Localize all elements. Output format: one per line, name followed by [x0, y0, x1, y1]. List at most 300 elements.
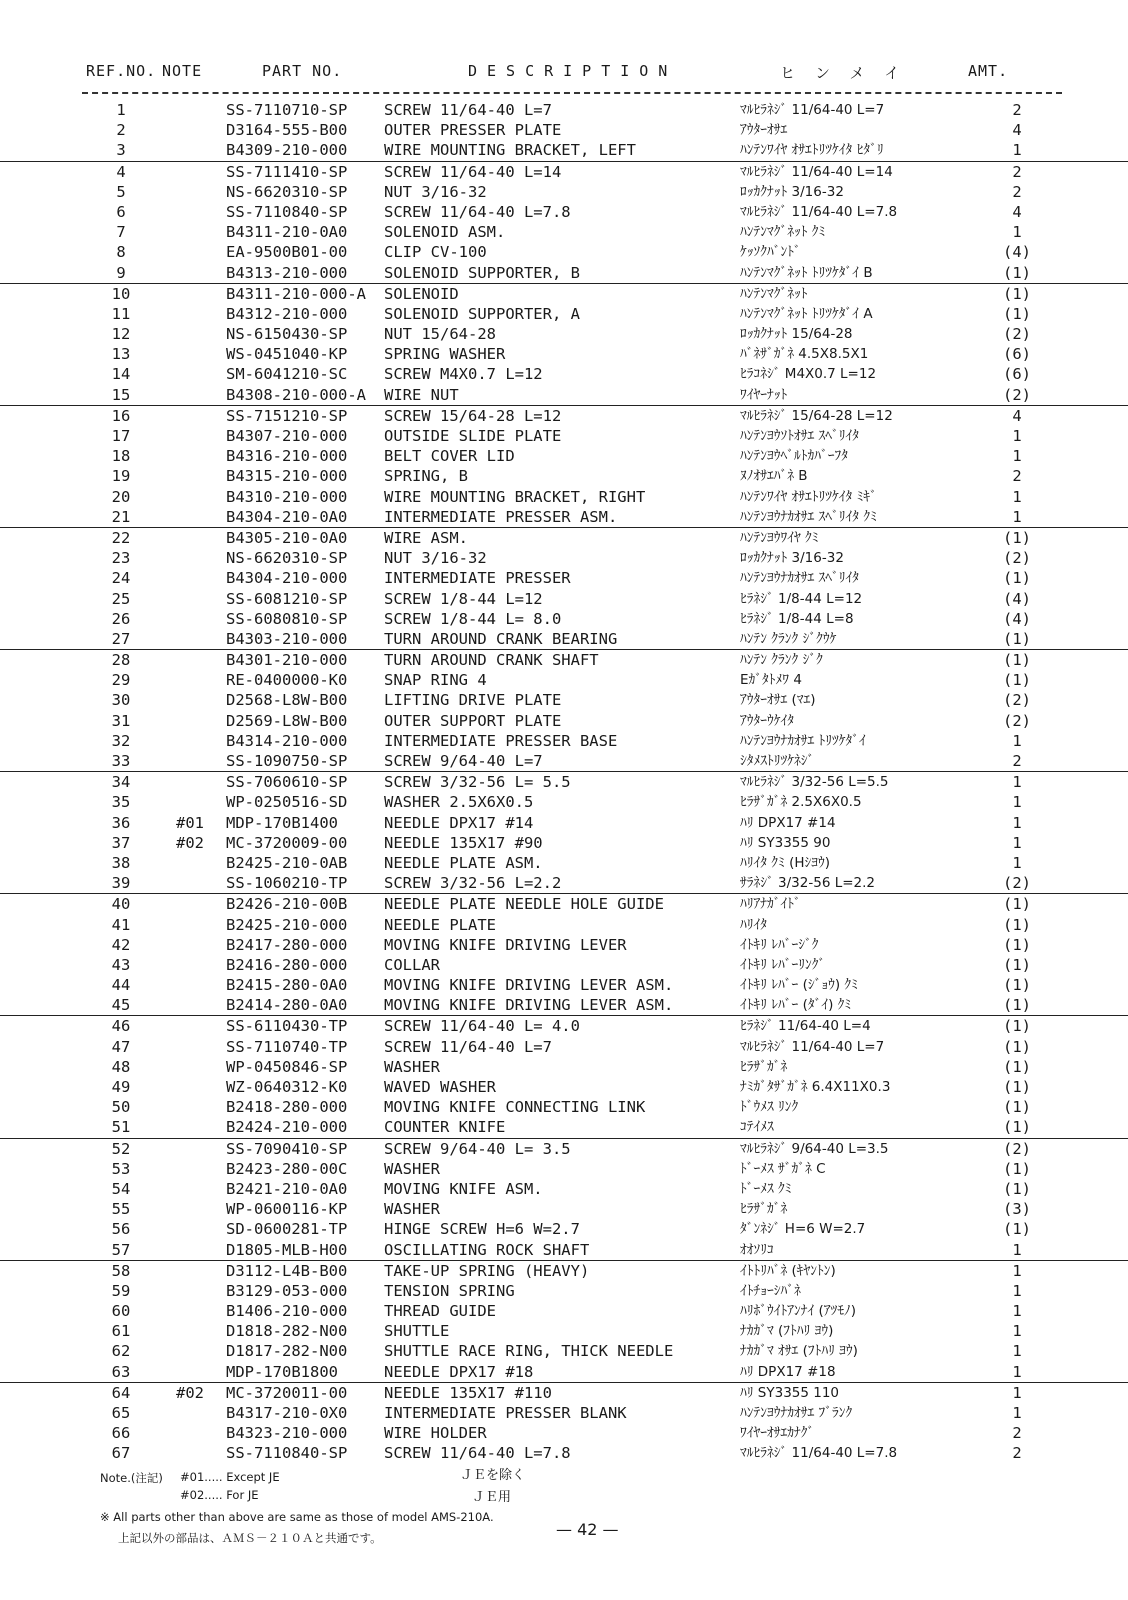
ref-no-cell: 4: [116, 162, 126, 181]
ref-no-cell: 11: [111, 304, 131, 323]
hinmei-cell: ﾊﾝﾃﾝﾏｸﾞﾈｯﾄ ﾄﾘﾂｹﾀﾞｲ A: [740, 305, 873, 322]
ref-no-cell: 7: [116, 223, 126, 242]
ref-no-cell: 17: [111, 427, 131, 445]
part-no-cell: B4301-210-000: [226, 651, 348, 670]
part-no-cell: B2423-280-00C: [226, 1159, 348, 1178]
ref-no-cell: 33: [111, 752, 131, 770]
ref-no-cell: 38: [111, 853, 131, 872]
part-no-cell: SS-7060610-SP: [226, 773, 348, 792]
hinmei-cell: ｲﾄﾁｮｰｼﾊﾞﾈ: [740, 1282, 801, 1299]
ref-no-cell: 56: [111, 1220, 131, 1239]
ref-no-cell: 19: [111, 467, 131, 486]
page-number: — 42 —: [556, 1520, 619, 1539]
amount-cell: (4): [1003, 243, 1031, 262]
description-cell: MOVING KNIFE CONNECTING LINK: [384, 1098, 646, 1117]
hinmei-cell: ｻﾗﾈｼﾞ 3/32-56 L=2.2: [740, 875, 875, 892]
ref-no-cell: 6: [116, 202, 126, 221]
hinmei-cell: ｲﾄｷﾘ ﾚﾊﾞｰｼﾞｸ: [740, 936, 819, 953]
hinmei-cell: ｲﾄｷﾘ ﾚﾊﾞｰﾘﾝｸﾞ: [740, 956, 826, 973]
description-cell: NUT 3/16-32: [384, 182, 487, 201]
table-row: [0, 1383, 1128, 1403]
part-no-cell: SS-6110430-TP: [226, 1017, 348, 1036]
hinmei-cell: ﾅｶｶﾞﾏ (ﾌﾄﾊﾘ ﾖｳ): [740, 1323, 834, 1340]
amount-cell: (2): [1003, 1139, 1031, 1158]
ref-no-cell: 67: [111, 1444, 131, 1463]
part-no-cell: B2418-280-000: [226, 1098, 348, 1117]
ref-no-cell: 55: [111, 1200, 131, 1219]
table-row: [0, 629, 1128, 650]
table-row: [0, 711, 1128, 731]
hinmei-cell: ﾊﾝﾃﾝﾖｳｿﾄｵｻｴ ｽﾍﾞﾘｲﾀ: [740, 428, 860, 444]
description-cell: COUNTER KNIFE: [384, 1118, 506, 1137]
ref-no-cell: 23: [111, 549, 131, 568]
ref-no-cell: 54: [111, 1179, 131, 1198]
hinmei-cell: ｺﾃｲﾒｽ: [740, 1119, 774, 1136]
note-01: #01..... Except JE: [180, 1470, 280, 1484]
part-no-cell: MDP-170B1400: [226, 813, 338, 832]
ref-no-cell: 18: [111, 447, 131, 466]
table-row: [0, 833, 1128, 853]
ref-no-cell: 41: [111, 915, 131, 934]
table-row: [0, 853, 1128, 873]
table-row: [0, 528, 1128, 548]
hinmei-cell: ﾊﾝﾃﾝ ｸﾗﾝｸ ｼﾞｸｳｹ: [740, 630, 837, 647]
description-cell: SCREW 9/64-40 L= 3.5: [384, 1139, 571, 1158]
description-cell: SCREW 15/64-28 L=12: [384, 406, 562, 425]
part-no-cell: RE-0400000-K0: [226, 671, 348, 690]
description-cell: SCREW 11/64-40 L=7.8: [384, 1444, 571, 1463]
description-cell: WAVED WASHER: [384, 1078, 496, 1096]
header-description: DESCRIPTION: [468, 62, 678, 80]
ref-no-cell: 32: [111, 731, 131, 750]
part-no-cell: NS-6620310-SP: [226, 182, 348, 201]
table-row: [0, 772, 1128, 792]
part-no-cell: B2424-210-000: [226, 1118, 348, 1137]
part-no-cell: EA-9500B01-00: [226, 243, 348, 262]
table-row: [0, 792, 1128, 812]
amount-cell: 1: [1012, 1383, 1022, 1402]
amount-cell: 1: [1012, 813, 1022, 832]
part-no-cell: B2416-280-000: [226, 955, 348, 974]
table-row: [0, 1077, 1128, 1097]
description-cell: NEEDLE PLATE: [384, 915, 496, 934]
table-row: [0, 202, 1128, 222]
hinmei-cell: ﾊﾘ DPX17 #14: [740, 814, 836, 831]
ref-no-cell: 40: [111, 895, 131, 914]
description-cell: WASHER: [384, 1200, 440, 1219]
part-no-cell: B4309-210-000: [226, 141, 348, 160]
hinmei-cell: ﾋﾗﾈｼﾞ 1/8-44 L=12: [740, 590, 863, 607]
description-cell: NEEDLE 135X17 #90: [384, 833, 543, 852]
ref-no-cell: 30: [111, 691, 131, 710]
header-hinmei: ヒンメイ: [780, 64, 920, 82]
table-row: [0, 1016, 1128, 1036]
part-no-cell: B4311-210-000-A: [226, 284, 366, 303]
part-no-cell: SS-7110840-SP: [226, 1444, 348, 1463]
hinmei-cell: ﾛｯｶｸﾅｯﾄ 3/16-32: [740, 550, 844, 567]
amount-cell: (1): [1003, 1037, 1031, 1056]
amount-cell: (1): [1003, 629, 1031, 648]
part-no-cell: SS-7110840-SP: [226, 202, 348, 221]
hinmei-cell: ﾊﾝﾃﾝﾏｸﾞﾈｯﾄ ｸﾐ: [740, 224, 826, 241]
table-row: [0, 1139, 1128, 1159]
table-row: [0, 568, 1128, 588]
parts-table: [0, 100, 1128, 1464]
description-cell: SCREW 11/64-40 L=7: [384, 1037, 552, 1056]
amount-cell: 4: [1012, 406, 1022, 425]
hinmei-cell: ﾊﾘ DPX17 #18: [740, 1363, 836, 1380]
ref-no-cell: 1: [116, 101, 126, 119]
part-no-cell: SD-0600281-TP: [226, 1220, 348, 1239]
ref-no-cell: 10: [111, 284, 131, 303]
hinmei-cell: ﾛｯｶｸﾅｯﾄ 3/16-32: [740, 183, 844, 200]
table-row: [0, 1179, 1128, 1199]
amount-cell: 2: [1012, 1424, 1022, 1443]
hinmei-cell: ﾋﾗｻﾞｶﾞﾈ 2.5X6X0.5: [740, 794, 862, 811]
part-no-cell: SS-6081210-SP: [226, 589, 348, 608]
part-no-cell: WZ-0640312-K0: [226, 1078, 348, 1096]
hinmei-cell: ﾜｲﾔｰｵｻｴｶﾅｸﾞ: [740, 1425, 815, 1442]
table-row: [0, 1423, 1128, 1443]
amount-cell: 4: [1012, 121, 1022, 140]
part-no-cell: SM-6041210-SC: [226, 365, 348, 384]
ref-no-cell: 50: [111, 1098, 131, 1117]
table-row: [0, 1362, 1128, 1383]
part-no-cell: SS-7111410-SP: [226, 162, 348, 181]
note-all-parts-jp: 上記以外の部品は、ＡＭＳ－２１０Ａと共通です。: [118, 1531, 382, 1545]
description-cell: TENSION SPRING: [384, 1281, 515, 1300]
hinmei-cell: ﾋﾗﾈｼﾞ 1/8-44 L=8: [740, 610, 854, 627]
note-cell: #01: [176, 813, 204, 832]
description-cell: SPRING, B: [384, 467, 468, 486]
note-cell: #02: [176, 1383, 204, 1402]
description-cell: OUTER PRESSER PLATE: [384, 121, 562, 140]
ref-no-cell: 22: [111, 528, 131, 547]
ref-no-cell: 64: [111, 1383, 131, 1402]
description-cell: WIRE HOLDER: [384, 1424, 487, 1443]
description-cell: SCREW 3/32-56 L= 5.5: [384, 773, 571, 792]
description-cell: INTERMEDIATE PRESSER BASE: [384, 731, 618, 750]
amount-cell: (1): [1003, 895, 1031, 914]
part-no-cell: D2568-L8W-B00: [226, 691, 348, 710]
hinmei-cell: ｱｳﾀｰｵｻｴ: [740, 122, 788, 139]
header-note: NOTE: [162, 62, 203, 80]
amount-cell: 1: [1012, 1322, 1022, 1341]
table-row: [0, 182, 1128, 202]
amount-cell: 1: [1012, 1261, 1022, 1280]
ref-no-cell: 3: [116, 141, 126, 160]
part-no-cell: SS-7110710-SP: [226, 101, 348, 119]
amount-cell: 2: [1012, 1444, 1022, 1463]
table-row: [0, 364, 1128, 384]
table-row: [0, 304, 1128, 324]
table-row: [0, 284, 1128, 304]
description-cell: WASHER 2.5X6X0.5: [384, 793, 534, 812]
part-no-cell: SS-1060210-TP: [226, 874, 348, 893]
description-cell: SPRING WASHER: [384, 345, 506, 364]
table-row: [0, 894, 1128, 914]
table-row: [0, 751, 1128, 772]
amount-cell: (6): [1003, 345, 1031, 364]
amount-cell: (4): [1003, 589, 1031, 608]
hinmei-cell: ﾏﾙﾋﾗﾈｼﾞ 3/32-56 L=5.5: [740, 774, 889, 791]
part-no-cell: B2425-210-000: [226, 915, 348, 934]
part-no-cell: D1805-MLB-H00: [226, 1240, 348, 1259]
amount-cell: (1): [1003, 915, 1031, 934]
description-cell: TAKE-UP SPRING (HEAVY): [384, 1261, 590, 1280]
hinmei-cell: ﾏﾙﾋﾗﾈｼﾞ 11/64-40 L=7.8: [740, 1445, 898, 1462]
part-no-cell: B4311-210-0A0: [226, 223, 348, 242]
hinmei-cell: ｵｵｿﾘｺ: [740, 1241, 774, 1258]
amount-cell: 1: [1012, 853, 1022, 872]
part-no-cell: B4317-210-0X0: [226, 1404, 348, 1422]
ref-no-cell: 60: [111, 1302, 131, 1321]
amount-cell: 2: [1012, 162, 1022, 181]
table-row: [0, 995, 1128, 1016]
part-no-cell: B2417-280-000: [226, 935, 348, 954]
description-cell: SOLENOID: [384, 284, 459, 303]
part-no-cell: NS-6150430-SP: [226, 325, 348, 344]
hinmei-cell: ﾅﾐｶﾞﾀｻﾞｶﾞﾈ 6.4X11X0.3: [740, 1079, 891, 1095]
description-cell: TURN AROUND CRANK BEARING: [384, 629, 618, 648]
description-cell: WIRE ASM.: [384, 528, 468, 547]
hinmei-cell: ﾊﾝﾃﾝ ｸﾗﾝｸ ｼﾞｸ: [740, 652, 823, 669]
part-no-cell: WP-0450846-SP: [226, 1057, 348, 1076]
amount-cell: (1): [1003, 955, 1031, 974]
part-no-cell: D3112-L4B-B00: [226, 1261, 348, 1280]
hinmei-cell: ﾊﾝﾃﾝﾖｳﾅｶｵｻｴ ｽﾍﾞﾘｲﾀ ｸﾐ: [740, 508, 877, 525]
description-cell: SCREW 11/64-40 L=7.8: [384, 202, 571, 221]
table-row: [0, 426, 1128, 446]
hinmei-cell: ﾏﾙﾋﾗﾈｼﾞ 11/64-40 L=7.8: [740, 203, 898, 220]
ref-no-cell: 45: [111, 996, 131, 1015]
amount-cell: (6): [1003, 365, 1031, 384]
description-cell: NEEDLE DPX17 #14: [384, 813, 534, 832]
amount-cell: (1): [1003, 528, 1031, 547]
table-row: [0, 487, 1128, 507]
ref-no-cell: 44: [111, 976, 131, 995]
description-cell: NEEDLE PLATE NEEDLE HOLE GUIDE: [384, 895, 664, 914]
table-row: [0, 1443, 1128, 1463]
table-row: [0, 670, 1128, 690]
part-no-cell: B2425-210-0AB: [226, 853, 348, 872]
ref-no-cell: 25: [111, 589, 131, 608]
note-02: #02..... For JE: [180, 1488, 259, 1502]
ref-no-cell: 59: [111, 1281, 131, 1300]
amount-cell: (1): [1003, 1057, 1031, 1076]
hinmei-cell: Eｶﾞﾀﾄﾒﾜ 4: [740, 672, 802, 689]
amount-cell: (1): [1003, 1098, 1031, 1117]
ref-no-cell: 13: [111, 345, 131, 364]
amount-cell: (2): [1003, 385, 1031, 404]
table-row: [0, 1261, 1128, 1281]
part-no-cell: SS-7151210-SP: [226, 406, 348, 425]
description-cell: BELT COVER LID: [384, 447, 515, 466]
amount-cell: (2): [1003, 874, 1031, 893]
amount-cell: (1): [1003, 1220, 1031, 1239]
part-no-cell: B1406-210-000: [226, 1302, 348, 1321]
description-cell: SCREW 11/64-40 L=14: [384, 162, 562, 181]
amount-cell: 1: [1012, 1281, 1022, 1300]
part-no-cell: B4304-210-0A0: [226, 507, 348, 526]
amount-cell: (1): [1003, 284, 1031, 303]
amount-cell: (1): [1003, 996, 1031, 1015]
description-cell: SCREW M4X0.7 L=12: [384, 365, 543, 384]
table-row: [0, 1037, 1128, 1057]
hinmei-cell: ﾊﾝﾃﾝﾜｲﾔ ｵｻｴﾄﾘﾂｹｲﾀ ﾐｷﾞ: [740, 488, 877, 505]
ref-no-cell: 43: [111, 955, 131, 974]
ref-no-cell: 5: [116, 182, 126, 201]
hinmei-cell: ﾏﾙﾋﾗﾈｼﾞ 11/64-40 L=14: [740, 163, 893, 180]
hinmei-cell: ﾊﾘｱﾅｶﾞｲﾄﾞ: [740, 896, 801, 913]
table-row: [0, 1097, 1128, 1117]
description-cell: SOLENOID SUPPORTER, A: [384, 304, 580, 323]
description-cell: SNAP RING 4: [384, 671, 487, 690]
table-row: [0, 446, 1128, 466]
description-cell: OSCILLATING ROCK SHAFT: [384, 1240, 590, 1259]
amount-cell: (1): [1003, 935, 1031, 954]
part-no-cell: SS-6080810-SP: [226, 609, 348, 628]
ref-no-cell: 61: [111, 1322, 131, 1341]
hinmei-cell: ﾜｲﾔｰﾅｯﾄ: [740, 386, 788, 403]
hinmei-cell: ﾄﾞｰﾒｽ ｸﾐ: [740, 1180, 792, 1197]
ref-no-cell: 15: [111, 385, 131, 404]
description-cell: SHUTTLE: [384, 1322, 450, 1341]
amount-cell: (1): [1003, 651, 1031, 670]
ref-no-cell: 39: [111, 874, 131, 893]
ref-no-cell: 37: [111, 833, 131, 852]
table-row: [0, 690, 1128, 710]
hinmei-cell: ﾄﾞｰﾒｽ ｻﾞｶﾞﾈ C: [740, 1160, 826, 1177]
ref-no-cell: 34: [111, 773, 131, 792]
part-no-cell: B3129-053-000: [226, 1281, 348, 1300]
part-no-cell: D2569-L8W-B00: [226, 711, 348, 730]
amount-cell: (1): [1003, 976, 1031, 995]
part-no-cell: NS-6620310-SP: [226, 549, 348, 568]
table-row: [0, 873, 1128, 894]
table-row: [0, 1301, 1128, 1321]
description-cell: SCREW 3/32-56 L=2.2: [384, 874, 562, 893]
ref-no-cell: 49: [111, 1078, 131, 1096]
description-cell: NEEDLE 135X17 #110: [384, 1383, 552, 1402]
description-cell: NEEDLE DPX17 #18: [384, 1362, 534, 1381]
hinmei-cell: ﾊﾝﾃﾝﾖｳﾅｶｵｻｴ ｽﾍﾞﾘｲﾀ: [740, 570, 860, 587]
table-row: [0, 548, 1128, 568]
header-part-no: PART NO.: [262, 62, 343, 80]
part-no-cell: MDP-170B1800: [226, 1362, 338, 1381]
description-cell: NUT 15/64-28: [384, 325, 496, 344]
hinmei-cell: ﾊﾝﾃﾝﾏｸﾞﾈｯﾄ ﾄﾘﾂｹﾀﾞｲ B: [740, 264, 873, 281]
description-cell: INTERMEDIATE PRESSER ASM.: [384, 507, 618, 526]
table-row: [0, 263, 1128, 284]
ref-no-cell: 29: [111, 671, 131, 690]
hinmei-cell: ｲﾄｷﾘ ﾚﾊﾞｰ (ｼﾞｮｳ) ｸﾐ: [740, 977, 858, 994]
part-no-cell: B2415-280-0A0: [226, 976, 348, 995]
description-cell: WIRE MOUNTING BRACKET, LEFT: [384, 141, 636, 160]
amount-cell: 4: [1012, 202, 1022, 221]
amount-cell: 1: [1012, 731, 1022, 750]
part-no-cell: MC-3720011-00: [226, 1383, 348, 1402]
ref-no-cell: 28: [111, 651, 131, 670]
table-row: [0, 1240, 1128, 1261]
table-row: [0, 1281, 1128, 1301]
hinmei-cell: ﾊﾞﾈｻﾞｶﾞﾈ 4.5X8.5X1: [740, 346, 869, 363]
ref-no-cell: 27: [111, 629, 131, 648]
hinmei-cell: ﾛｯｶｸﾅｯﾄ 15/64-28: [740, 326, 853, 343]
description-cell: THREAD GUIDE: [384, 1302, 496, 1321]
table-row: [0, 1219, 1128, 1239]
ref-no-cell: 35: [111, 793, 131, 812]
amount-cell: 1: [1012, 1404, 1022, 1422]
note-all-parts: ※ All parts other than above are same as those of model AMS-210A.: [100, 1510, 494, 1524]
description-cell: WIRE MOUNTING BRACKET, RIGHT: [384, 487, 646, 506]
table-row: [0, 162, 1128, 182]
description-cell: SOLENOID ASM.: [384, 223, 506, 242]
table-row: [0, 406, 1128, 426]
part-no-cell: B4305-210-0A0: [226, 528, 348, 547]
amount-cell: 1: [1012, 141, 1022, 160]
amount-cell: (2): [1003, 325, 1031, 344]
description-cell: WASHER: [384, 1057, 440, 1076]
description-cell: OUTER SUPPORT PLATE: [384, 711, 562, 730]
amount-cell: (2): [1003, 549, 1031, 568]
description-cell: LIFTING DRIVE PLATE: [384, 691, 562, 710]
hinmei-cell: ﾀﾞﾝﾈｼﾞ H=6 W=2.7: [740, 1221, 866, 1238]
part-no-cell: B4310-210-000: [226, 487, 348, 506]
part-no-cell: B4303-210-000: [226, 629, 348, 648]
part-no-cell: B4307-210-000: [226, 427, 348, 445]
description-cell: SCREW 1/8-44 L=12: [384, 589, 543, 608]
part-no-cell: B4316-210-000: [226, 447, 348, 466]
table-row: [0, 589, 1128, 609]
part-no-cell: B4323-210-000: [226, 1424, 348, 1443]
header-divider: [82, 92, 1062, 94]
amount-cell: 1: [1012, 487, 1022, 506]
ref-no-cell: 65: [111, 1404, 131, 1422]
description-cell: WIRE NUT: [384, 385, 459, 404]
table-row: [0, 242, 1128, 262]
table-row: [0, 1199, 1128, 1219]
hinmei-cell: ﾊﾘｲﾀ ｸﾐ (Hｼﾖｳ): [740, 854, 831, 871]
part-no-cell: B4314-210-000: [226, 731, 348, 750]
description-cell: WASHER: [384, 1159, 440, 1178]
description-cell: OUTSIDE SLIDE PLATE: [384, 427, 562, 445]
description-cell: SOLENOID SUPPORTER, B: [384, 263, 580, 282]
table-row: [0, 1159, 1128, 1179]
part-no-cell: B2414-280-0A0: [226, 996, 348, 1015]
part-no-cell: WS-0451040-KP: [226, 345, 348, 364]
amount-cell: 1: [1012, 1342, 1022, 1361]
hinmei-cell: ｱｳﾀｰｳｹｲﾀ: [740, 712, 794, 729]
amount-cell: 1: [1012, 427, 1022, 445]
hinmei-cell: ﾊﾝﾃﾝﾜｲﾔ ｵｻｴﾄﾘﾂｹｲﾀ ﾋﾀﾞﾘ: [740, 142, 884, 159]
ref-no-cell: 52: [111, 1139, 131, 1158]
table-row: [0, 1057, 1128, 1077]
hinmei-cell: ﾊﾝﾃﾝﾖｳﾍﾞﾙﾄｶﾊﾞｰﾌﾀ: [740, 448, 848, 465]
ref-no-cell: 21: [111, 507, 131, 526]
ref-no-cell: 20: [111, 487, 131, 506]
description-cell: MOVING KNIFE DRIVING LEVER ASM.: [384, 976, 674, 995]
header-amt: AMT.: [968, 62, 1009, 80]
header-ref-no: REF.NO.: [86, 62, 157, 80]
amount-cell: 1: [1012, 793, 1022, 812]
description-cell: SCREW 11/64-40 L=7: [384, 101, 552, 119]
amount-cell: (1): [1003, 569, 1031, 588]
part-no-cell: B4304-210-000: [226, 569, 348, 588]
table-row: [0, 609, 1128, 629]
ref-no-cell: 9: [116, 263, 126, 282]
hinmei-cell: ﾏﾙﾋﾗﾈｼﾞ 9/64-40 L=3.5: [740, 1140, 889, 1157]
